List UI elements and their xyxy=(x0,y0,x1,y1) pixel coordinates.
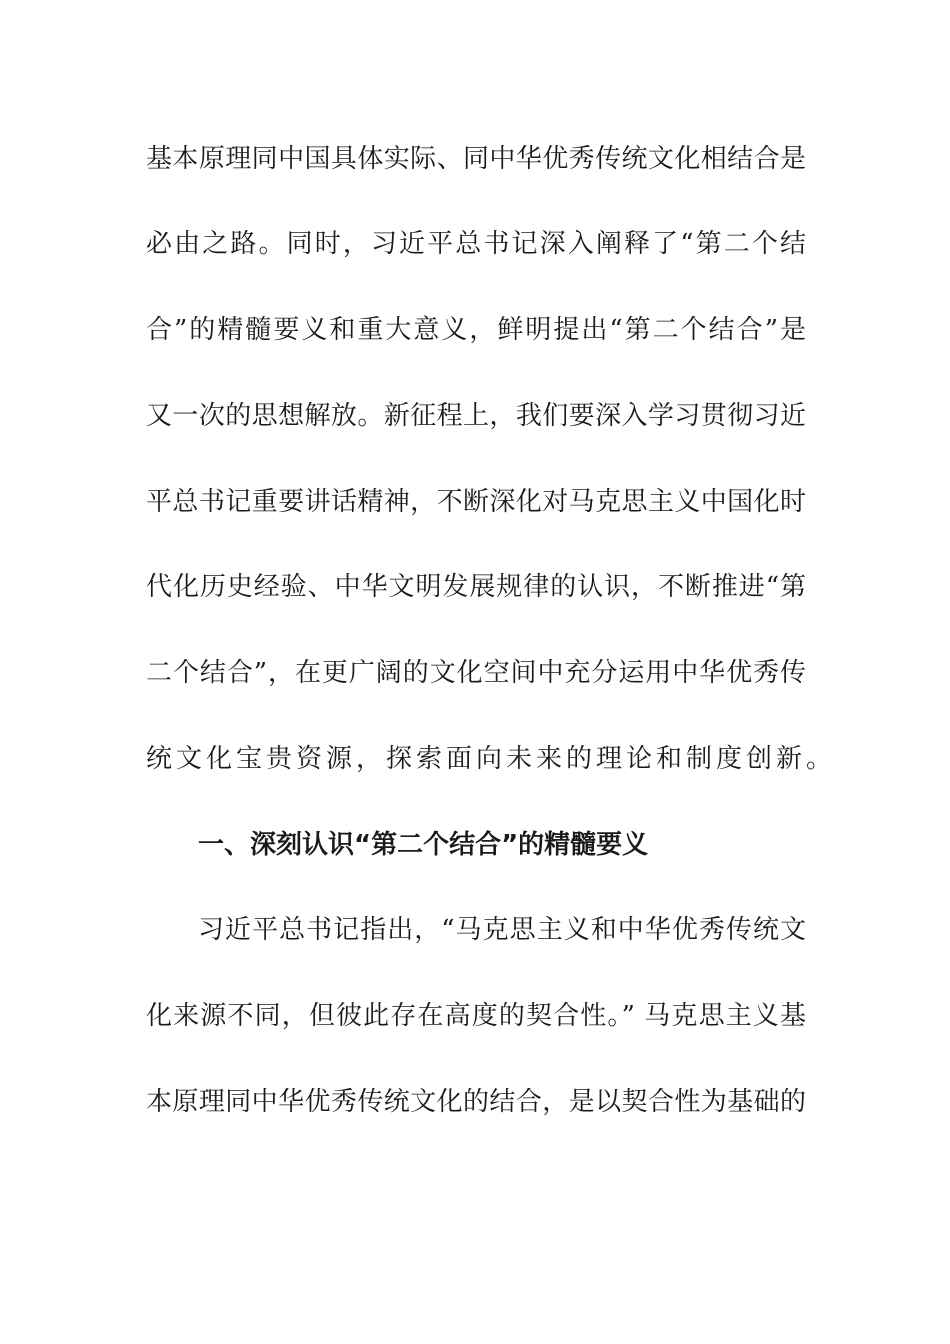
paragraph-line: 统文化宝贵资源，探索面向未来的理论和制度创新。 xyxy=(146,744,837,774)
paragraph-line: 习近平总书记指出，“马克思主义和中华优秀传统文 xyxy=(198,915,806,945)
paragraph-line: 合”的精髓要义和重大意义，鲜明提出“第二个结合”是 xyxy=(146,315,806,345)
section-heading: 一、深刻认识“第二个结合”的精髓要义 xyxy=(198,830,649,860)
paragraph-line: 本原理同中华优秀传统文化的结合，是以契合性为基础的 xyxy=(146,1087,806,1117)
paragraph-line: 基本原理同中国具体实际、同中华优秀传统文化相结合是 xyxy=(146,144,806,174)
paragraph-line: 平总书记重要讲话精神，不断深化对马克思主义中国化时 xyxy=(146,487,806,517)
paragraph-line: 又一次的思想解放。新征程上，我们要深入学习贯彻习近 xyxy=(146,401,806,431)
paragraph-line: 代化历史经验、中华文明发展规律的认识，不断推进“第 xyxy=(146,572,806,602)
paragraph-line: 二个结合”，在更广阔的文化空间中充分运用中华优秀传 xyxy=(146,658,806,688)
paragraph-line: 必由之路。同时，习近平总书记深入阐释了“第二个结 xyxy=(146,229,806,259)
paragraph-line: 化来源不同，但彼此存在高度的契合性。” 马克思主义基 xyxy=(146,1001,806,1031)
